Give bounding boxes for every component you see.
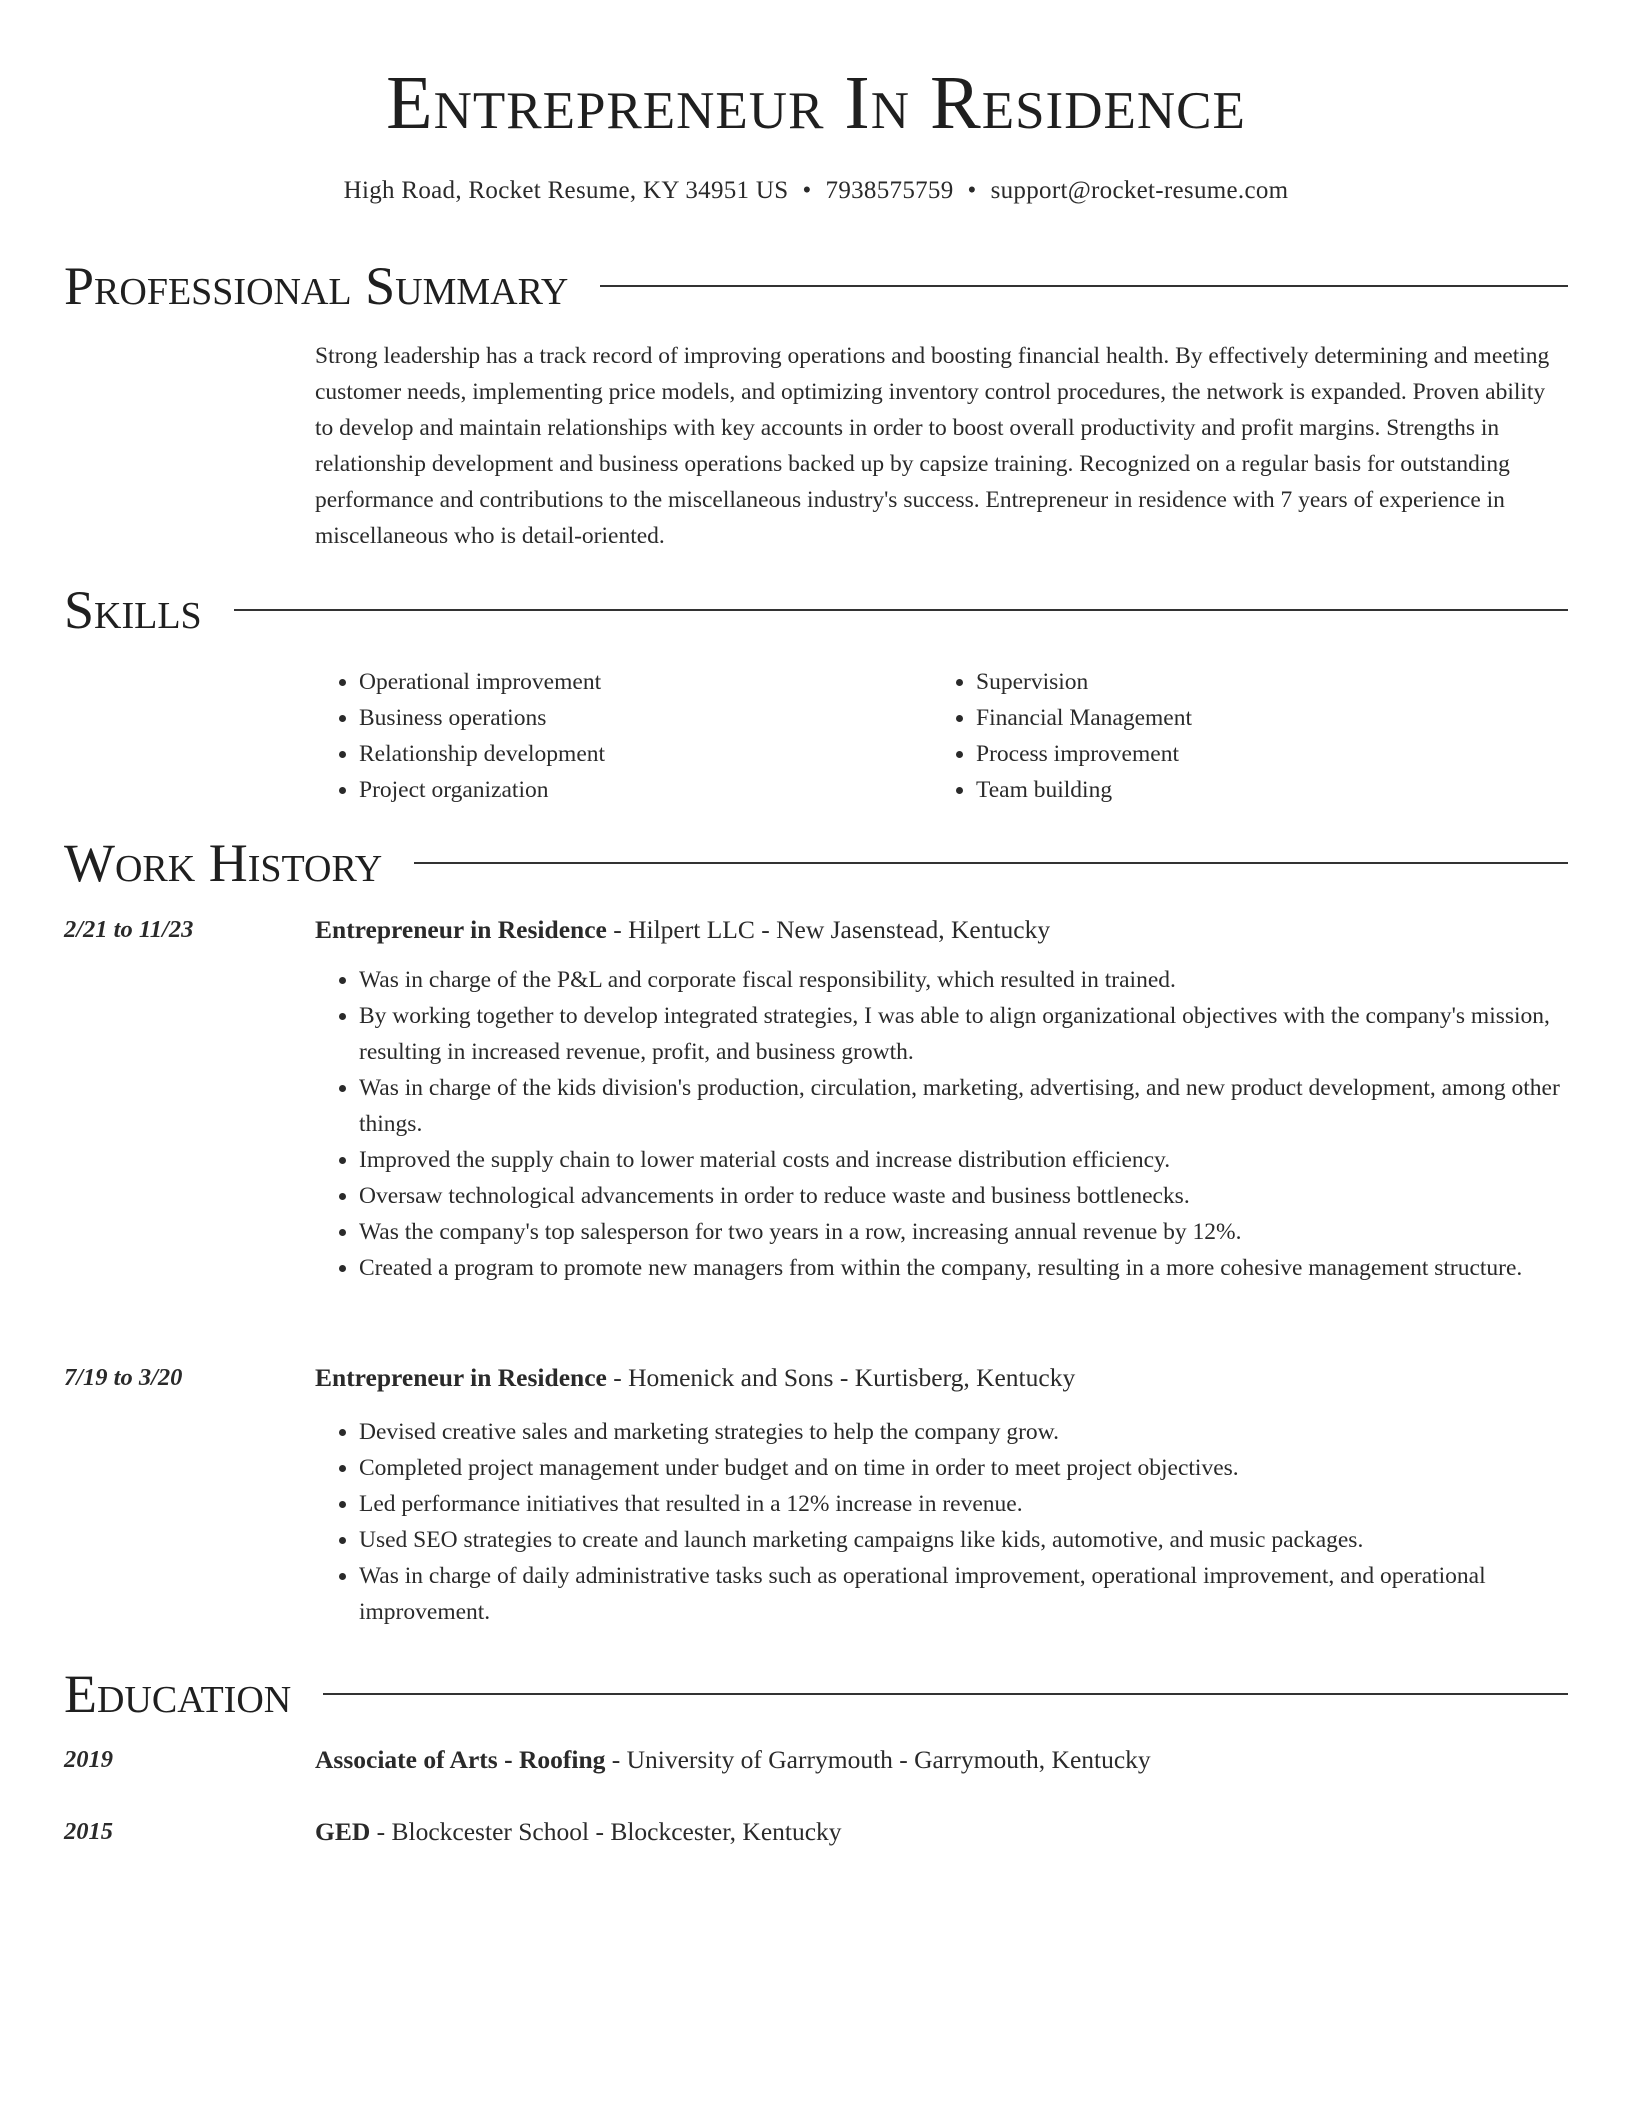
job-bullet: • Was in charge of daily administrative tasks such as operational improvement, operational improvement, and operational improvement.: [359, 1558, 1568, 1630]
skills-heading: Skills: [64, 580, 202, 640]
job-bullet: • Created a program to promote new managers from within the company, resulting in a more cohesive management structure.: [359, 1250, 1568, 1286]
job-bullet: • Devised creative sales and marketing strategies to help the company grow.: [359, 1414, 1568, 1450]
summary-section-header: [64, 254, 1568, 318]
job-dates: 2/21 to 11/23: [64, 916, 194, 943]
skills-list: [315, 664, 1568, 808]
contact-separator: •: [967, 177, 977, 204]
job-employer: - Hilpert LLC - New Jasenstead, Kentucky: [606, 915, 1051, 944]
job-bullet: • Was in charge of the P&L and corporate fiscal responsibility, which resulted in trained.: [359, 962, 1568, 998]
education-entry: [64, 1742, 1568, 1778]
education-school: - Blockcester School - Blockcester, Kentucky: [370, 1817, 842, 1846]
job-title: Entrepreneur in Residence: [315, 915, 607, 944]
skill-item: • Project organization: [359, 772, 932, 808]
skill-item: • Financial Management: [976, 700, 1549, 736]
section-divider: [600, 285, 1568, 287]
job-bullet: • Oversaw technological advancements in order to reduce waste and business bottlenecks.: [359, 1178, 1568, 1214]
education-year: 2019: [64, 1746, 113, 1773]
education-year: 2015: [64, 1818, 113, 1845]
contact-email: support@rocket-resume.com: [990, 177, 1289, 204]
job-employer: - Homenick and Sons - Kurtisberg, Kentucky: [606, 1363, 1076, 1392]
skills-column-left: [315, 664, 932, 808]
education-heading: Education: [64, 1664, 292, 1724]
job-bullets: [315, 962, 1568, 1286]
education-title-line: [315, 1814, 1568, 1850]
summary-text: Strong leadership has a track record of improving operations and boosting financial health. By effectively determining and meeting customer needs, implementing price models, and optimizing inventory control procedures, the network is expanded. Proven ability to develop and maintain relationships with key accounts in order to boost overall productivity and profit margins. Strengths in relationship development and business operations backed up by capsize training. Recognized on a regular basis for outstanding performance and contributions to the miscellaneous industry's success. Entrepreneur in residence with 7 years of experience in miscellaneous who is detail-oriented.: [315, 343, 1550, 549]
education-school: - University of Garrymouth - Garrymouth, Kentucky: [605, 1745, 1151, 1774]
section-divider: [323, 1693, 1568, 1695]
work-section-header: [64, 831, 1568, 895]
job-title-line: [315, 912, 1568, 948]
job-bullet: • By working together to develop integrated strategies, I was able to align organizational objectives with the company's mission, resulting in increased revenue, profit, and business growth.: [359, 998, 1568, 1070]
job-title: Entrepreneur in Residence: [315, 1363, 607, 1392]
education-section-header: [64, 1662, 1568, 1726]
contact-separator: •: [802, 177, 812, 204]
job-bullet: • Used SEO strategies to create and launch marketing campaigns like kids, automotive, and music packages.: [359, 1522, 1568, 1558]
section-divider: [234, 609, 1568, 611]
job-bullet: • Led performance initiatives that resulted in a 12% increase in revenue.: [359, 1486, 1568, 1522]
job-title-line: [315, 1360, 1568, 1396]
skills-column-right: [932, 664, 1549, 808]
education-entry: [64, 1814, 1568, 1850]
job-bullet: • Improved the supply chain to lower material costs and increase distribution efficiency.: [359, 1142, 1568, 1178]
work-heading: Work History: [64, 833, 383, 893]
skill-item: • Relationship development: [359, 736, 932, 772]
contact-address: High Road, Rocket Resume, KY 34951 US: [343, 177, 789, 204]
skill-item: • Supervision: [976, 664, 1549, 700]
education-title-line: [315, 1742, 1568, 1778]
contact-phone: 7938575759: [825, 177, 954, 204]
skill-item: • Process improvement: [976, 736, 1549, 772]
skill-item: • Operational improvement: [359, 664, 932, 700]
job-bullets: [315, 1414, 1568, 1630]
section-divider: [414, 862, 1568, 864]
job-bullet: • Was in charge of the kids division's production, circulation, marketing, advertising, and new product development, among other things.: [359, 1070, 1568, 1142]
education-degree: GED: [315, 1817, 371, 1846]
contact-line: [64, 174, 1568, 208]
skill-item: • Business operations: [359, 700, 932, 736]
candidate-name: Entrepreneur In Residence: [386, 61, 1246, 145]
summary-heading: Professional Summary: [64, 256, 569, 316]
job-dates: 7/19 to 3/20: [64, 1364, 183, 1391]
job-bullet: • Was the company's top salesperson for two years in a row, increasing annual revenue by 12%.: [359, 1214, 1568, 1250]
job-bullet: • Completed project management under budget and on time in order to meet project objectives.: [359, 1450, 1568, 1486]
skill-item: • Team building: [976, 772, 1549, 808]
skills-section-header: [64, 578, 1568, 642]
education-degree: Associate of Arts - Roofing: [315, 1745, 606, 1774]
